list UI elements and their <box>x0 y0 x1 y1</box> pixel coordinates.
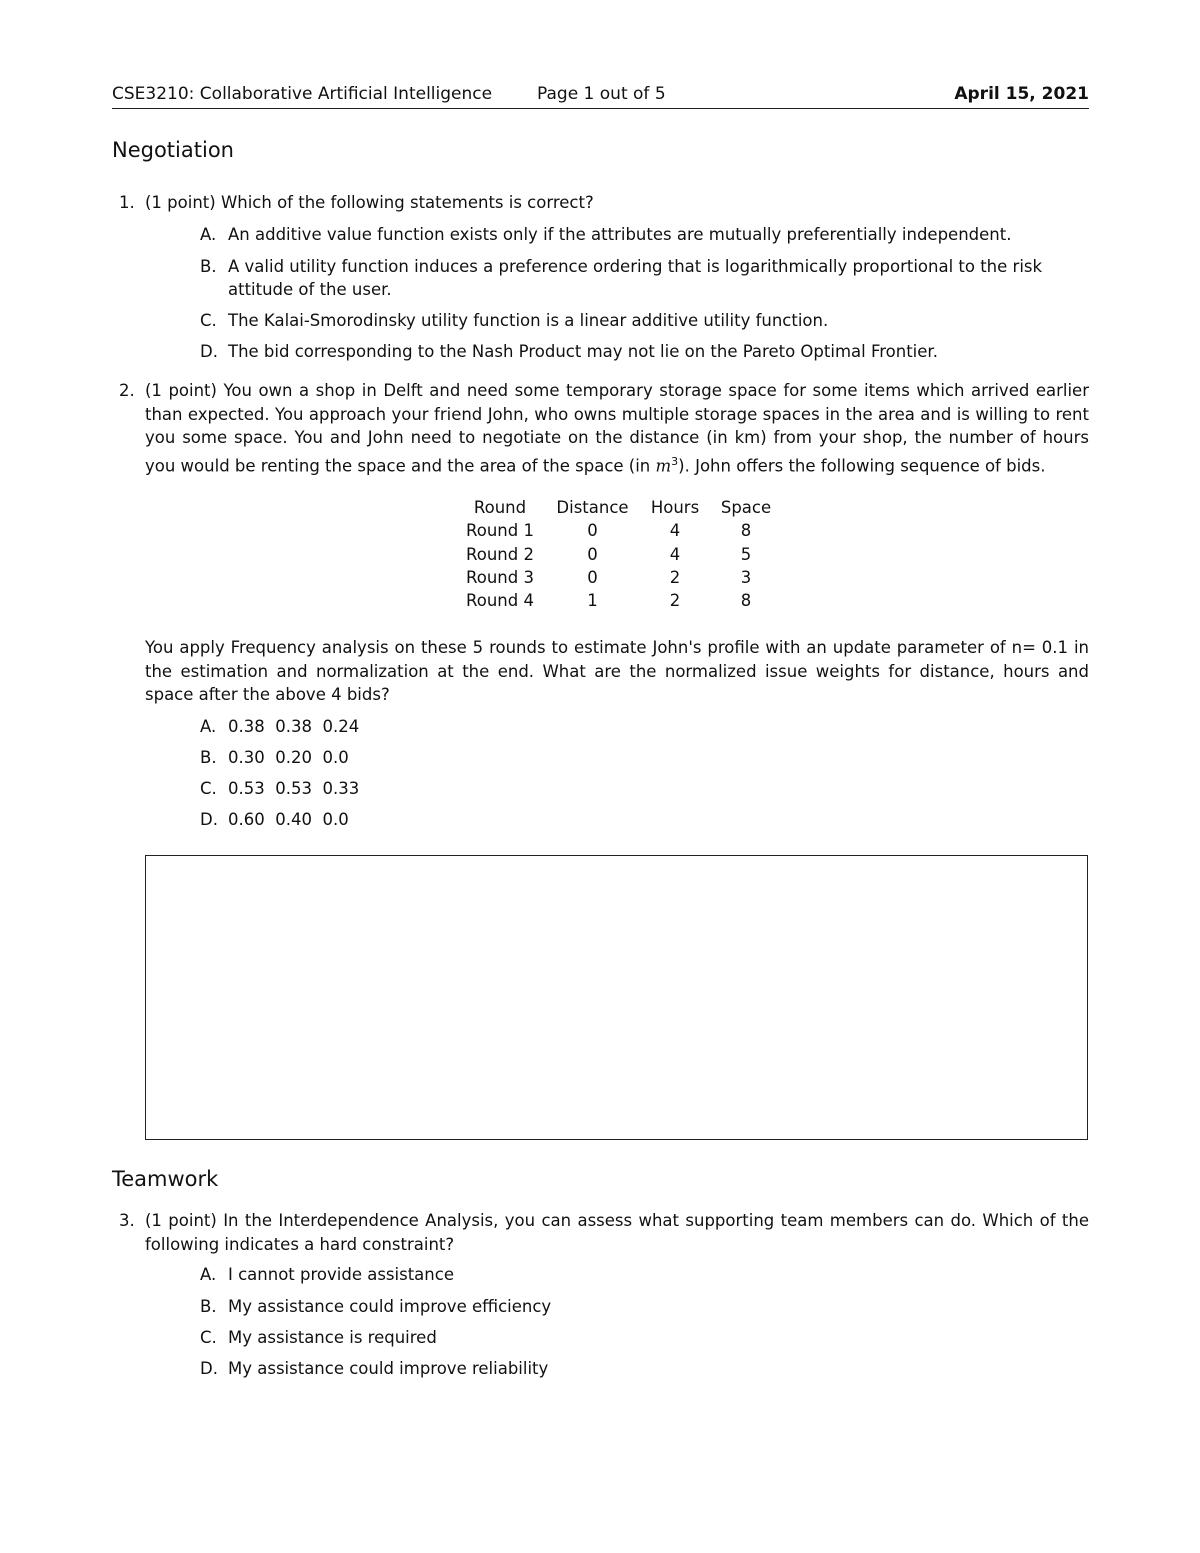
option-text: A valid utility function induces a preference ordering that is logarithmically proportional to the risk attitude of the user. <box>228 257 1043 299</box>
table-cell: 0 <box>587 568 598 588</box>
table-cell: Round 3 <box>466 568 534 588</box>
option-text: My assistance is required <box>228 1328 437 1347</box>
option-text: The bid corresponding to the Nash Product may not lie on the Pareto Optimal Frontier. <box>228 342 938 361</box>
table-cell: 5 <box>740 544 752 564</box>
question-text: You apply Frequency analysis on these 5 rounds to estimate John's profile with an update parameter of n= 0.1 in the estimation and normalization at the end. What are the normalized issue weights for distance, hours and space after the above 4 bids? <box>145 638 1089 704</box>
option-text: My assistance could improve reliability <box>228 1359 549 1378</box>
option-label: D. <box>200 342 218 361</box>
option-a <box>200 1263 1089 1286</box>
option-text: 0.60 0.40 0.0 <box>228 810 349 829</box>
question-number: 3. <box>119 1211 135 1230</box>
option-text: I cannot provide assistance <box>228 1265 454 1284</box>
question-2 <box>119 379 1089 478</box>
option-label: D. <box>200 1359 218 1378</box>
column-header: Round <box>473 498 527 518</box>
table-cell: 1 <box>587 591 598 611</box>
option-a <box>200 223 1089 246</box>
math-exponent: 3 <box>671 454 679 468</box>
option-label: C. <box>200 1328 217 1347</box>
table-cell: Round 2 <box>466 544 534 564</box>
option-text: 0.53 0.53 0.33 <box>228 779 360 798</box>
table-cell: 8 <box>740 591 752 611</box>
table-cell: 2 <box>669 591 681 611</box>
question-text: (1 point) In the Interdependence Analysis, you can assess what supporting team members can do. Which of the following indicates a hard constraint? <box>145 1211 1089 1254</box>
question-2-followup <box>145 636 1089 707</box>
option-b <box>200 255 1089 301</box>
table-cell: 8 <box>740 521 752 541</box>
option-b <box>200 1295 1089 1318</box>
question-text-end: ). John offers the following sequence of bids. <box>678 456 1046 475</box>
option-a <box>200 715 1089 738</box>
option-label: A. <box>200 1265 217 1284</box>
section-title-negotiation: Negotiation <box>112 138 234 162</box>
option-text: 0.38 0.38 0.24 <box>228 717 360 736</box>
question-3 <box>119 1209 1089 1256</box>
table-cell: Round 4 <box>466 591 534 611</box>
option-label: B. <box>200 748 217 767</box>
table-cell: 3 <box>740 568 752 588</box>
question-text: (1 point) You own a shop in Delft and need some temporary storage space for some items which arrived earlier than expected. You approach your friend John, who owns multiple storage spaces in the area and is willing to rent you some space. You and John need to negotiate on the distance (in km) from your shop, the number of hours you would be renting the space and the area of the space (in <box>145 381 1089 475</box>
table-cell: 2 <box>669 568 681 588</box>
table-row <box>455 519 782 542</box>
exam-date: April 15, 2021 <box>954 84 1089 104</box>
option-label: C. <box>200 311 217 330</box>
column-header: Distance <box>556 498 629 518</box>
option-label: A. <box>200 717 217 736</box>
option-c <box>200 1326 1089 1349</box>
option-b <box>200 746 1089 769</box>
table-row <box>455 589 782 612</box>
bid-table <box>455 496 782 612</box>
table-header-row <box>455 496 782 519</box>
page-header <box>112 84 1089 109</box>
table-cell: Round 1 <box>466 521 534 541</box>
question-text: (1 point) Which of the following statements is correct? <box>145 193 594 212</box>
option-text: The Kalai-Smorodinsky utility function is a linear additive utility function. <box>228 311 829 330</box>
table-cell: 4 <box>669 544 681 564</box>
option-d <box>200 340 1089 363</box>
option-label: D. <box>200 810 218 829</box>
page-number: Page 1 out of 5 <box>537 84 666 104</box>
table-row <box>455 566 782 589</box>
math-m: m <box>655 456 672 475</box>
option-label: B. <box>200 1297 217 1316</box>
question-number: 2. <box>119 381 135 400</box>
option-c <box>200 309 1089 332</box>
answer-box[interactable] <box>145 855 1088 1140</box>
table-cell: 0 <box>587 544 598 564</box>
table-cell: 4 <box>669 521 681 541</box>
option-text: 0.30 0.20 0.0 <box>228 748 349 767</box>
table-cell: 0 <box>587 521 598 541</box>
option-label: A. <box>200 225 217 244</box>
table-row <box>455 543 782 566</box>
option-label: C. <box>200 779 217 798</box>
section-title-teamwork: Teamwork <box>112 1167 219 1191</box>
course-title: CSE3210: Collaborative Artificial Intelligence <box>112 84 493 104</box>
option-d <box>200 808 1089 831</box>
question-1 <box>119 191 1089 215</box>
option-text: My assistance could improve efficiency <box>228 1297 552 1316</box>
column-header: Hours <box>650 498 700 518</box>
option-d <box>200 1357 1089 1380</box>
column-header: Space <box>720 498 772 518</box>
option-c <box>200 777 1089 800</box>
question-number: 1. <box>119 193 135 212</box>
option-text: An additive value function exists only if the attributes are mutually preferentially independent. <box>228 225 1012 244</box>
option-label: B. <box>200 257 217 276</box>
